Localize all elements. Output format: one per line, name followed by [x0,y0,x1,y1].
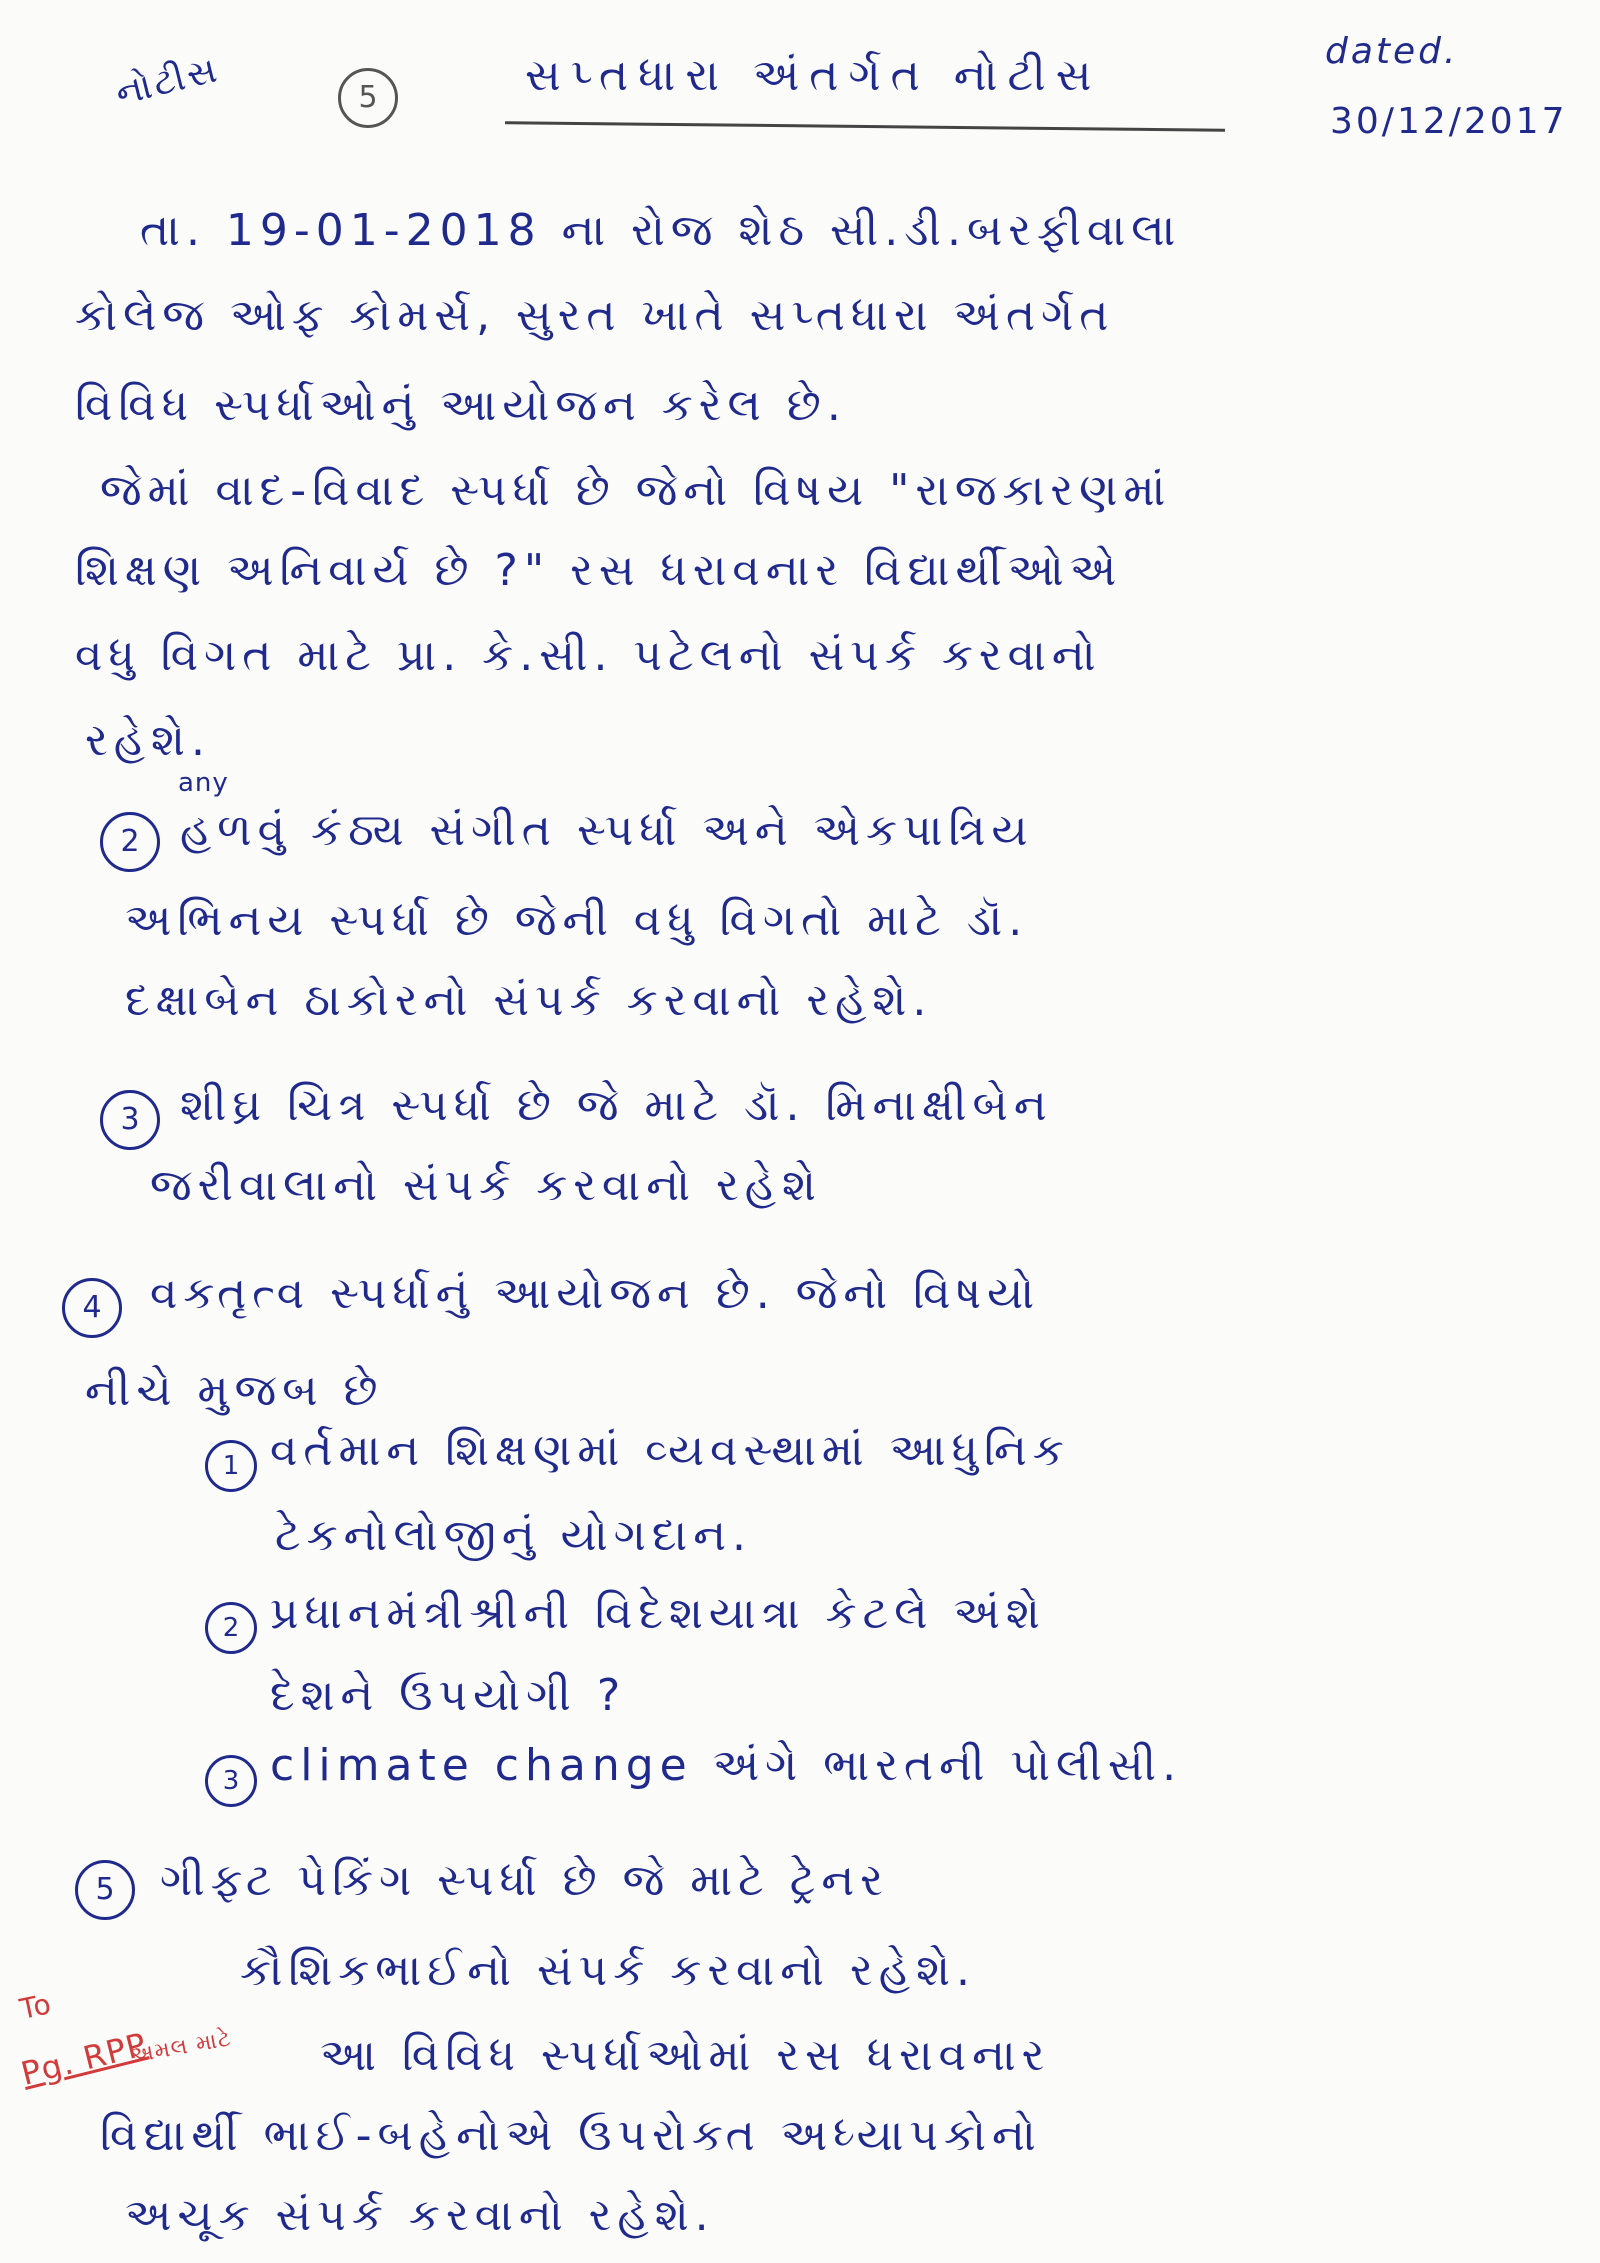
item-5-line-1: ગીફ્ટ પેકિંગ સ્પર્ધા છે જે માટે ટ્રેનર [160,1855,889,1906]
item-2-insert: any [178,768,229,798]
topic-3-line-1: climate change અંગે ભારતની પોલીસી. [270,1740,1183,1791]
intro-line-5: શિક્ષણ અનિવાર્ય છે ?" રસ ધરાવનાર વિદ્યાર્થીઓએ [75,545,1123,596]
notice-label: નોટીસ [111,48,224,115]
topic-3-number: 3 [205,1755,257,1807]
intro-line-1: તા. 19-01-2018 ના રોજ શેઠ સી.ડી.બરફીવાલા [140,205,1182,256]
item-5-line-2: કૌશિકભાઈનો સંપર્ક કરવાનો રહેશે. [240,1945,976,1996]
intro-line-6: વધુ વિગત માટે પ્રા. કે.સી. પટેલનો સંપર્ક કરવાનો [75,630,1102,681]
closing-line-2: વિદ્યાર્થી ભાઈ-બહેનોએ ઉપરોક્ત અધ્યાપકોનો [100,2110,1042,2161]
item-4-line-2: નીચે મુજબ છે [85,1365,384,1416]
topic-1-line-2: ટેકનોલોજીનું યોગદાન. [275,1510,752,1561]
item-2-line-1: હળવું કંઠ્ય સંગીત સ્પર્ધા અને એકપાત્રિય [180,805,1034,856]
intro-line-4: જેમાં વાદ-વિવાદ સ્પર્ધા છે જેનો વિષય "રાજકારણમાં [100,465,1172,516]
topic-1-number: 1 [205,1440,257,1492]
dated-label: dated. [1325,31,1459,72]
notice-title: સપ્તધારા અંતર્ગત નોટીસ [525,50,1102,101]
item-2-line-2: અભિનય સ્પર્ધા છે જેની વધુ વિગતો માટે ડૉ. [125,895,1029,946]
item-3-line-1: શીઘ્ર ચિત્ર સ્પર્ધા છે જે માટે ડૉ. મિનાક્ષીબેન [180,1080,1053,1131]
notice-date: 30/12/2017 [1330,101,1568,142]
margin-note-to: To [16,1987,55,2026]
item-4-number: 4 [62,1278,122,1338]
item-2-line-3: દક્ષાબેન ઠાકોરનો સંપર્ક કરવાનો રહેશે. [125,975,933,1026]
item-5-number: 5 [75,1860,135,1920]
topic-2-line-1: પ્રધાનમંત્રીશ્રીની વિદેશયાત્રા કેટલે અંશે [270,1588,1046,1639]
margin-note-instruction: અમલ માટે [128,2026,234,2069]
topic-1-line-1: વર્તમાન શિક્ષણમાં વ્યવસ્થામાં આધુનિક [270,1425,1070,1476]
item-4-line-1: વક્તૃત્વ સ્પર્ધાનું આયોજન છે. જેનો વિષયો [150,1268,1041,1319]
closing-line-1: આ વિવિધ સ્પર્ધાઓમાં રસ ધરાવનાર [320,2030,1051,2081]
item-3-number: 3 [100,1090,160,1150]
topic-2-line-2: દેશને ઉપયોગી ? [270,1670,627,1721]
topic-2-number: 2 [205,1602,257,1654]
closing-line-3: અચૂક સંપર્ક કરવાનો રહેશે. [125,2190,715,2241]
item-2-number: 2 [100,812,160,872]
title-underline [505,121,1225,132]
margin-note-name: Pg. RPP [17,2025,151,2093]
item-3-line-2: જરીવાલાનો સંપર્ક કરવાનો રહેશે [150,1160,822,1211]
intro-line-7: રહેશે. [85,715,211,766]
notice-number-badge: 5 [338,68,398,128]
intro-line-3: વિવિધ સ્પર્ધાઓનું આયોજન કરેલ છે. [75,380,847,431]
intro-line-2: કોલેજ ઓફ કોમર્સ, સુરત ખાતે સપ્તધારા અંતર્ગત [75,290,1115,341]
